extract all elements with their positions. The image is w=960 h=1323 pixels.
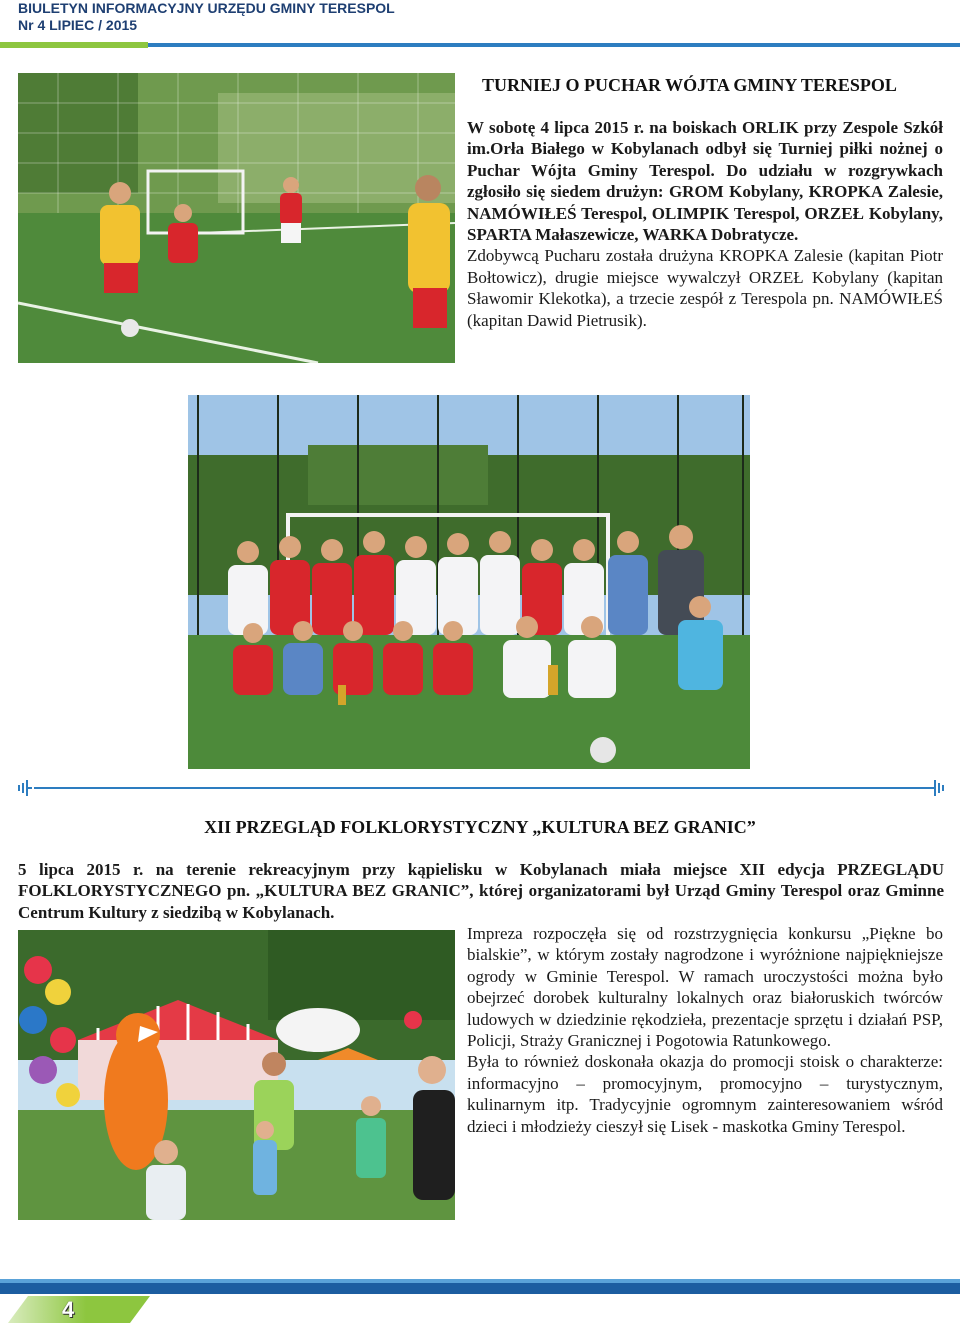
- folklore-paragraph-1: Impreza rozpoczęła się od rozstrzygnięcia konkursu „Piękne bo bialskie”, w którym zostały nagrodzone i wyróżnione najpiękniejsze ogrody w Gminie Terespol. W ramach uroczystości można było obejrzeć dorobek kulturalny lokalnych oraz białoruskich twórców ludowych w dziedzinie rękodzieła, prezentacje sprzętu i działań PSP, Policji, Straży Granicznej i Pogotowia Ratunkowego.: [467, 924, 943, 1051]
- section-divider: [34, 787, 930, 789]
- issue-number: Nr 4 LIPIEC / 2015: [18, 17, 138, 33]
- header-rule-blue: [148, 43, 960, 47]
- page-number: 4: [62, 1297, 75, 1322]
- divider-right-ornament: [930, 779, 944, 797]
- folklore-lead-paragraph: 5 lipca 2015 r. na terenie rekreacyjnym przy kąpielisku w Kobylanach miała miejsce XII edycja PRZEGLĄDU FOLKLORYSTYCZNEGO pn. „KULTURA BEZ GRANIC”, której organizatorami był Urząd Gminy Terespol oraz Gminne Centrum Kultury z siedzibą w Kobylanach.: [18, 860, 944, 922]
- tournament-paragraph-2: Zdobywcą Pucharu została drużyna KROPKA Zalesie (kapitan Piotr Bołtowicz), drugie miejsce wywalczył ORZEŁ Kobylany (kapitan Sławomir Klekotka), a trzecie zespół z Terespola pn. NAMÓWIŁEŚ (kapitan Dawid Pietrusik).: [467, 246, 943, 330]
- folklore-paragraph-2: Była to również doskonała okazja do promocji stoisk o charakterze: informacyjno – promocyjnym, promocyjno – turystycznym, kulinarnym itp. Tradycyjnie ogromnym zainteresowaniem wśród dzieci i młodzieży cieszył się Lisek - maskotka Gminy Terespol.: [467, 1052, 943, 1136]
- article-title-tournament: TURNIEJ O PUCHAR WÓJTA GMINY TERESPOL: [482, 75, 897, 95]
- footer-rule-dark: [0, 1283, 960, 1294]
- football-match-photo: [18, 73, 455, 363]
- divider-left-ornament: [18, 779, 32, 797]
- folklore-article-text: [467, 923, 943, 1137]
- header-rule-green: [0, 42, 148, 48]
- article-title-folklore: XII PRZEGLĄD FOLKLORYSTYCZNY „KULTURA BEZ GRANIC”: [204, 817, 756, 837]
- team-group-photo: [188, 395, 750, 769]
- page-number-tab: [0, 1296, 200, 1323]
- festival-mascot-photo: [18, 930, 455, 1220]
- bulletin-title: BIULETYN INFORMACYJNY URZĘDU GMINY TERESPOL: [18, 0, 395, 16]
- tournament-paragraph-1: W sobotę 4 lipca 2015 r. na boiskach ORLIK przy Zespole Szkół im.Orła Białego w Kobylanach odbył się Turniej piłki nożnej o Puchar Wójta Gminy Terespol. Do udziału w rozgrywkach zgłosiło się siedem drużyn: GROM Kobylany, KROPKA Zalesie, NAMÓWIŁEŚ Terespol, OLIMPIK Terespol, ORZEŁ Kobylany, SPARTA Małaszewicze, WARKA Dobratycze.: [467, 118, 943, 245]
- tournament-article-text: [467, 117, 943, 331]
